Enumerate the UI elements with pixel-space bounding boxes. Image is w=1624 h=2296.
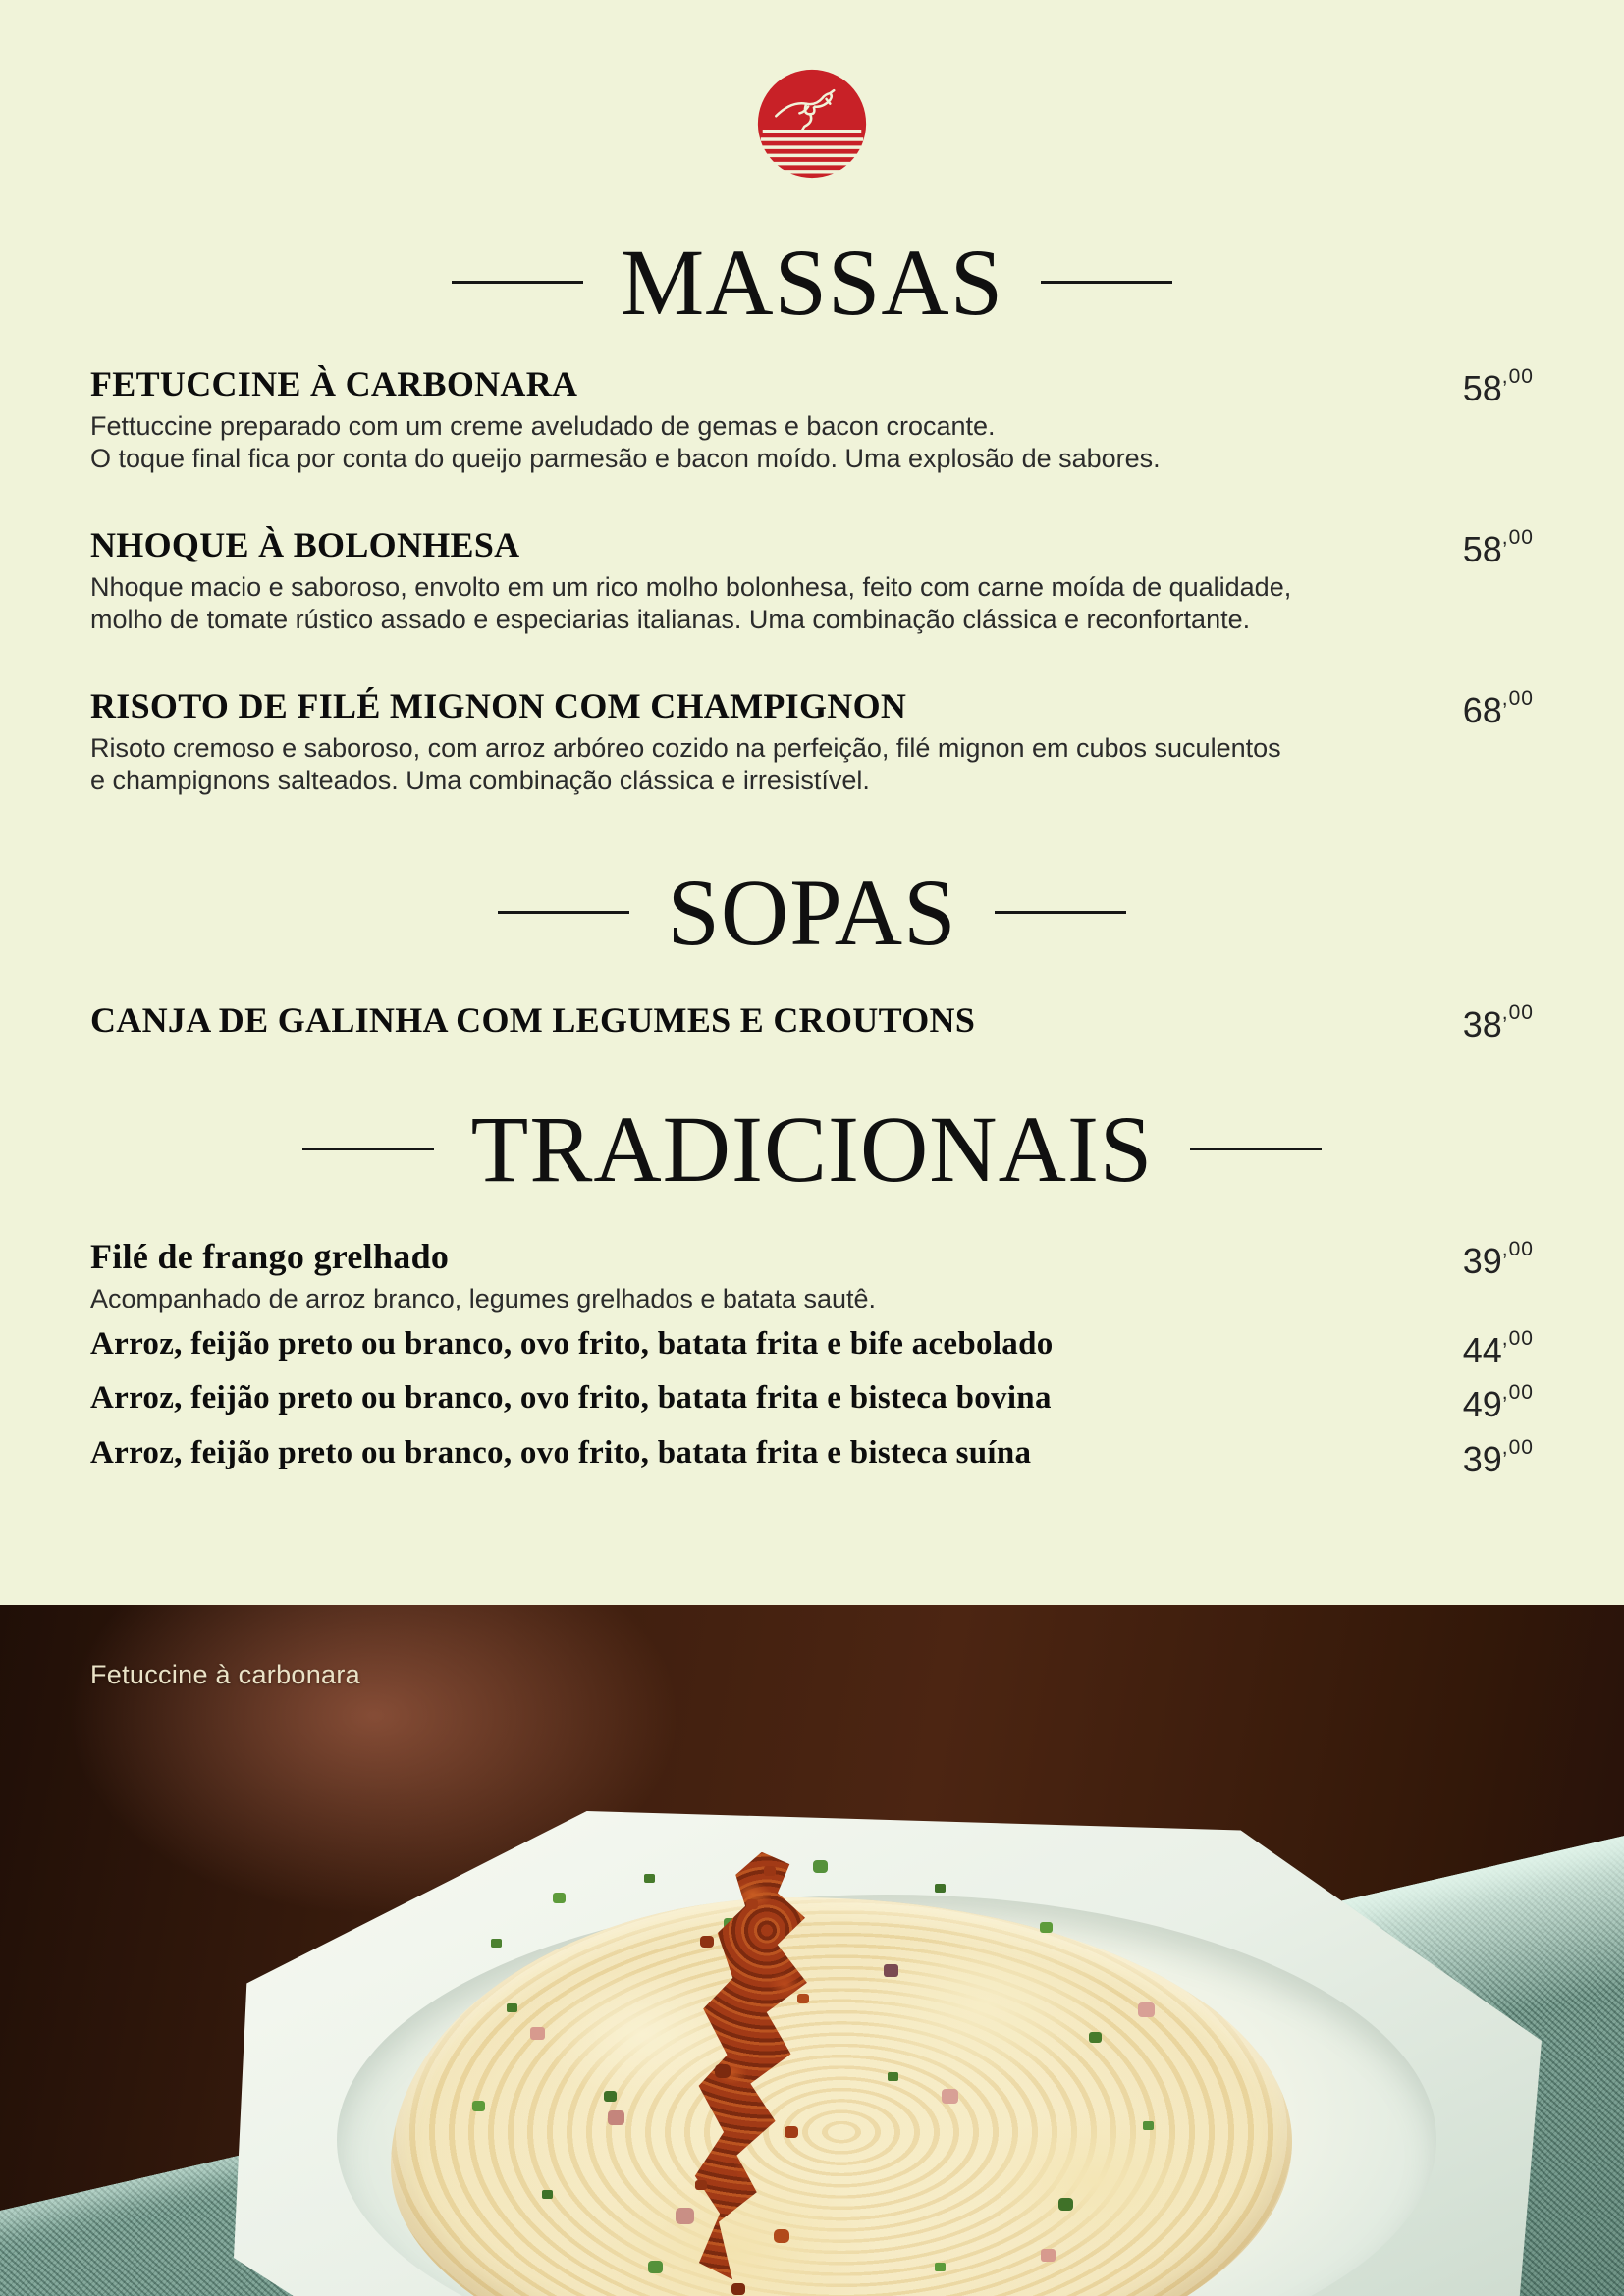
item-price: $49^{,00}$ <box>1462 1381 1534 1425</box>
heading-rule <box>452 281 583 284</box>
menu-item-arroz-bife-acebolado <box>90 1325 1534 1370</box>
section-title: MASSAS <box>620 230 1004 335</box>
menu-item-risoto-file-mignon <box>90 685 1534 797</box>
item-title: NHOQUE À BOLONHESA <box>90 524 520 564</box>
parsley-flakes <box>491 1939 502 1948</box>
item-title: Arroz, feijão preto ou branco, ovo frito, batata frita e bisteca bovina <box>90 1380 1052 1416</box>
menu-item-arroz-bisteca-bovina <box>90 1379 1534 1424</box>
section-heading-massas <box>90 230 1534 336</box>
item-price: $68^{,00}$ <box>1462 686 1534 730</box>
item-description-line: e champignons salteados. Uma combinação clássica e irresistível. <box>90 766 870 796</box>
section-title: SOPAS <box>667 860 957 966</box>
heading-rule <box>995 911 1126 914</box>
item-price: $38^{,00}$ <box>1462 1000 1534 1044</box>
menu-item-arroz-bisteca-suina <box>90 1434 1534 1479</box>
item-price: $44^{,00}$ <box>1462 1326 1534 1370</box>
section-heading-tradicionais <box>90 1096 1534 1202</box>
item-price: $58^{,00}$ <box>1462 364 1534 408</box>
item-title: CANJA DE GALINHA COM LEGUMES E CROUTONS <box>90 999 976 1040</box>
menu-item-file-frango <box>90 1236 1534 1315</box>
logo-container <box>90 0 1534 181</box>
section-heading-sopas <box>90 860 1534 966</box>
heading-rule <box>1190 1148 1322 1150</box>
dish-photo <box>0 1605 1624 2296</box>
item-title: Arroz, feijão preto ou branco, ovo frito, batata frita e bisteca suína <box>90 1435 1032 1471</box>
item-title: Arroz, feijão preto ou branco, ovo frito, batata frita e bife acebolado <box>90 1325 1054 1362</box>
bacon-crumbs <box>746 1899 758 1909</box>
section-title: TRADICIONAIS <box>470 1096 1154 1202</box>
item-title: FETUCCINE À CARBONARA <box>90 363 578 403</box>
heading-rule <box>1041 281 1172 284</box>
menu-item-nhoque-bolonhesa <box>90 524 1534 636</box>
item-price: $39^{,00}$ <box>1462 1436 1534 1480</box>
kangaroo-sun-logo-icon <box>755 67 869 181</box>
item-price: $58^{,00}$ <box>1462 525 1534 569</box>
menu-item-canja-galinha <box>90 999 1534 1044</box>
item-description-line: Acompanhado de arroz branco, legumes grelhados e batata sautê. <box>90 1283 877 1313</box>
item-description-line: Fettuccine preparado com um creme aveludado de gemas e bacon crocante. <box>90 410 996 441</box>
ham-bits <box>530 2027 545 2040</box>
heading-rule <box>302 1148 434 1150</box>
photo-caption: Fetuccine à carbonara <box>90 1660 360 1689</box>
heading-rule <box>498 911 629 914</box>
item-description-line: molho de tomate rústico assado e especiarias italianas. Uma combinação clássica e reconfortante. <box>90 604 1251 634</box>
menu-item-fetuccine-carbonara <box>90 363 1534 475</box>
item-price: $39^{,00}$ <box>1462 1237 1534 1281</box>
item-title: RISOTO DE FILÉ MIGNON COM CHAMPIGNON <box>90 685 907 725</box>
item-title: Filé de frango grelhado <box>90 1236 450 1276</box>
item-description-line: Nhoque macio e saboroso, envolto em um rico molho bolonhesa, feito com carne moída de qualidade, <box>90 571 1292 602</box>
item-description-line: Risoto cremoso e saboroso, com arroz arbóreo cozido na perfeição, filé mignon em cubos suculentos <box>90 733 1281 764</box>
item-description-line: O toque final fica por conta do queijo parmesão e bacon moído. Uma explosão de sabores. <box>90 443 1161 473</box>
